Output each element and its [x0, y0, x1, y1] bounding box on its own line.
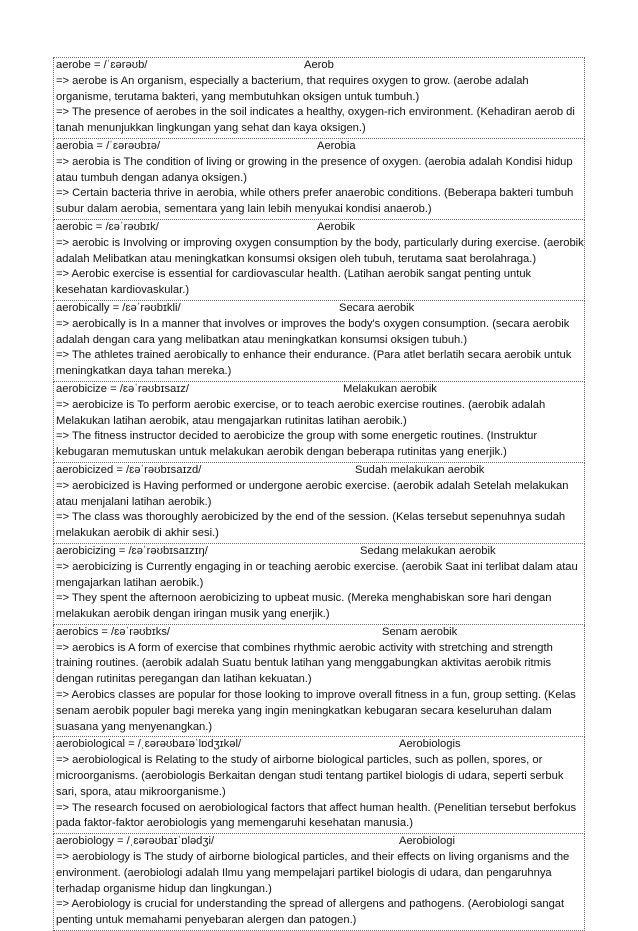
entry-example: => The fitness instructor decided to aerobicize the group with some energetic routines. (Instruktur kebugaran memutuskan untuk melakukan aerobik dengan beberapa rutinitas yang enerjik.) [56, 430, 538, 459]
dictionary-entry-aerobia [53, 139, 585, 220]
entry-definition: => aerobicizing is Currently engaging in or teaching aerobic exercise. (aerobik Saat ini terlibat dalam atau mengajarkan latihan aerobik.) [56, 560, 578, 589]
entry-headword: aerobic = /ɛəˈrəʊbɪk/ [56, 220, 159, 233]
entry-definition: => aerobiology is The study of airborne biological particles, and their effects on living organisms and the environment. (aerobiologi adalah Ilmu yang mempelajari partikel biologis di udara, dan pengaruhnya terhadap organisme hidup dan lingkungan.) [56, 851, 570, 895]
dictionary-entry-aerobiological [53, 737, 585, 834]
entry-translation: Melakukan aerobik [343, 382, 437, 395]
entry-headword: aerobiology = /ˌɛərəʊbaɪˈɒlədʒi/ [56, 835, 215, 848]
entry-translation: Aerobiologi [399, 835, 455, 848]
entry-definition: => aerobic is Involving or improving oxygen consumption by the body, particularly during exercise. (aerobik adalah Melibatkan atau meningkatkan konsumsi oksigen oleh tubuh, terutama saat berolahraga.) [56, 236, 584, 265]
entry-example: => Aerobiology is crucial for understanding the spread of allergens and pathogens. (Aerobiologi sangat penting untuk memahami penyebaran alergen dan patogen.) [56, 898, 565, 927]
dictionary-entry-list [53, 57, 585, 931]
entry-definition: => aerobically is In a manner that involves or improves the body's oxygen consumption. (secara aerobik adalah dengan cara yang melibatkan atau meningkatkan konsumsi oksigen tubuh.) [56, 317, 570, 346]
dictionary-entry-aerobicize [53, 382, 585, 463]
entry-headword: aerobiological = /ˌɛərəʊbaɪəˈlɒdʒɪkəl/ [56, 738, 242, 751]
entry-example: => Aerobics classes are popular for those looking to improve overall fitness in a fun, group setting. (Kelas senam aerobik populer bagi mereka yang ingin meningkatkan kebugaran secara keseluruhan dalam suasana yang menyenangkan.) [56, 689, 576, 733]
entry-example: => Aerobic exercise is essential for cardiovascular health. (Latihan aerobik sangat penting untuk kesehatan kardiovaskular.) [56, 268, 532, 297]
entry-headword: aerobicized = /ɛəˈrəʊbɪsaɪzd/ [56, 463, 202, 476]
entry-header [56, 834, 584, 850]
entry-header [56, 737, 584, 753]
entry-example: => The research focused on aerobiological factors that affect human health. (Penelitian tersebut berfokus pada faktor-faktor aerobiologis yang memengaruhi kesehatan manusia.) [56, 801, 577, 830]
dictionary-entry-aerobicizing [53, 544, 585, 625]
dictionary-entry-aerobics [53, 625, 585, 738]
entry-headword: aerobicize = /ɛəˈrəʊbɪsaɪz/ [56, 382, 189, 395]
entry-header [56, 625, 584, 641]
entry-definition: => aerobicized is Having performed or undergone aerobic exercise. (aerobik adalah Setelah melakukan atau menjalani latihan aerobik.) [56, 479, 569, 508]
entry-definition: => aerobicize is To perform aerobic exercise, or to teach aerobic exercise routines. (aerobik adalah Melakukan latihan aerobik, atau mengajarkan rutinitas latihan aerobik.) [56, 398, 546, 427]
entry-translation: Sudah melakukan aerobik [355, 463, 485, 476]
entry-translation: Aerobiologis [399, 738, 461, 751]
entry-header [56, 463, 584, 479]
entry-header [56, 220, 584, 236]
entry-translation: Secara aerobik [339, 301, 415, 314]
entry-headword: aerobicizing = /ɛəˈrəʊbɪsaɪzɪŋ/ [56, 544, 208, 557]
dictionary-entry-aerobiology [53, 834, 585, 931]
entry-example: => Certain bacteria thrive in aerobia, while others prefer anaerobic conditions. (Beberapa bakteri tumbuh subur dalam aerobia, sementara yang lain lebih menyukai kondisi anaerob.) [56, 187, 574, 216]
entry-example: => They spent the afternoon aerobicizing to upbeat music. (Mereka menghabiskan sore hari dengan melakukan aerobik dengan iringan musik yang enerjik.) [56, 592, 552, 621]
entry-headword: aerobia = /ˈɛərəʊbɪə/ [56, 139, 161, 152]
dictionary-entry-aerobically [53, 301, 585, 382]
entry-definition: => aerobe is An organism, especially a bacterium, that requires oxygen to grow. (aerobe adalah organisme, terutama bakteri, yang membutuhkan oksigen untuk tumbuh.) [56, 74, 529, 103]
entry-header [56, 58, 584, 74]
dictionary-entry-aerobic [53, 220, 585, 301]
entry-translation: Sedang melakukan aerobik [360, 544, 496, 557]
entry-example: => The class was thoroughly aerobicized by the end of the session. (Kelas tersebut sepenuhnya sudah melakukan aerobik di akhir sesi.) [56, 511, 566, 540]
dictionary-entry-aerobicized [53, 463, 585, 544]
entry-translation: Senam aerobik [382, 625, 458, 638]
entry-definition: => aerobiological is Relating to the study of airborne biological particles, such as pollen, spores, or microorganisms. (aerobiologis Berkaitan dengan studi tentang partikel biologis di udara, seperti serbuk sari, spora, atau mikroorganisme.) [56, 754, 564, 798]
entry-translation: Aerob [304, 59, 334, 71]
entry-headword: aerobically = /ɛəˈrəʊbɪkli/ [56, 301, 181, 314]
entry-header [56, 382, 584, 398]
entry-headword: aerobe = /ˈɛərəʊb/ [56, 59, 148, 71]
dictionary-entry-aerobe [53, 57, 585, 139]
entry-translation: Aerobia [317, 139, 356, 152]
entry-example: => The presence of aerobes in the soil indicates a healthy, oxygen-rich environment. (Kehadiran aerob di tanah menunjukkan lingkungan yang sehat dan kaya oksigen.) [56, 106, 575, 135]
entry-example: => The athletes trained aerobically to enhance their endurance. (Para atlet berlatih secara aerobik untuk meningkatkan daya tahan mereka.) [56, 349, 572, 378]
entry-translation: Aerobik [317, 220, 355, 233]
entry-header [56, 544, 584, 560]
entry-definition: => aerobia is The condition of living or growing in the presence of oxygen. (aerobia adalah Kondisi hidup atau tumbuh dengan adanya oksigen.) [56, 155, 573, 184]
entry-definition: => aerobics is A form of exercise that combines rhythmic aerobic activity with stretching and strength training routines. (aerobik adalah Suatu bentuk latihan yang menggabungkan aktivitas aerobik ritmis dengan rutinitas peregangan dan latihan kekuatan.) [56, 641, 553, 686]
entry-headword: aerobics = /ɛəˈrəʊbɪks/ [56, 625, 171, 638]
entry-header [56, 301, 584, 317]
entry-header [56, 139, 584, 155]
